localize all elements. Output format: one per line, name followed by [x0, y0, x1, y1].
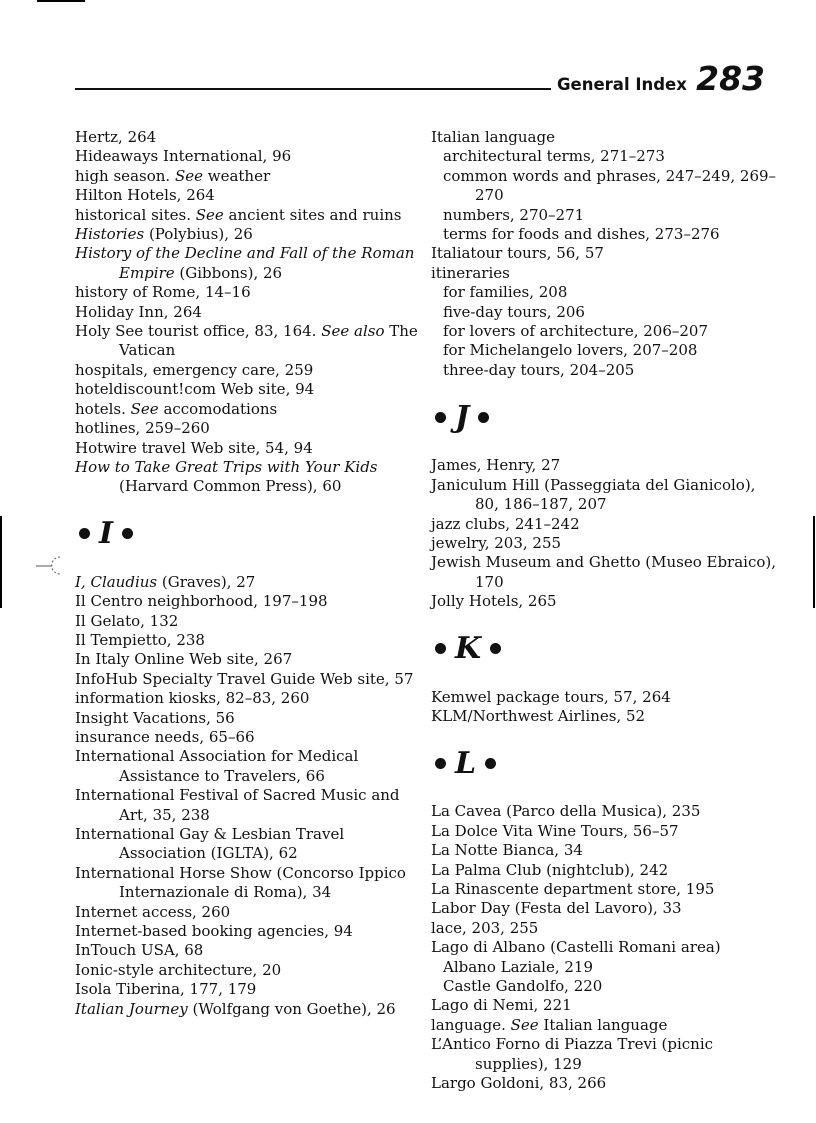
index-entry: Ionic-style architecture, 20 [75, 960, 282, 979]
index-subentry: for lovers of architecture, 206–207 [443, 322, 708, 341]
index-entry: How to Take Great Trips with Your Kids (Harvard Common Press), 60 [75, 457, 378, 496]
index-entry: lace, 203, 255 [431, 918, 539, 937]
index-entry: jewelry, 203, 255 [431, 533, 562, 552]
bullet-dot [435, 643, 446, 654]
index-entry: InTouch USA, 68 [75, 941, 204, 960]
top-crop-mark [37, 0, 85, 2]
index-entry: International Horse Show (Concorso Ippico Internazionale di Roma), 34 [75, 863, 406, 902]
index-entry: Insight Vacations, 56 [75, 708, 235, 727]
index-subentry: Castle Gandolfo, 220 [443, 977, 603, 995]
index-entry: hoteldiscount!com Web site, 94 [75, 380, 315, 399]
index-entry: Hotwire travel Web site, 54, 94 [75, 438, 313, 457]
bullet-dot [490, 643, 501, 654]
index-entry: Isola Tiberina, 177, 179 [75, 980, 257, 999]
index-entry: historical sites. See ancient sites and ruins [75, 205, 402, 224]
index-entry: Il Tempietto, 238 [75, 630, 205, 649]
index-subentry: numbers, 270–271 [443, 205, 585, 224]
index-entry: Italian language [431, 128, 555, 146]
index-entry: Italian Journey (Wolfgang von Goethe), 26 [75, 999, 396, 1018]
page-number: 283 [696, 59, 765, 98]
bullet-dot [435, 758, 446, 769]
index-entry: InfoHub Specialty Travel Guide Web site, 57 [75, 669, 414, 688]
right-column [431, 128, 781, 1093]
index-entry: Holiday Inn, 264 [75, 302, 202, 321]
section-heading-i [75, 511, 420, 557]
header-rule [75, 88, 551, 90]
index-entry: Internet access, 260 [75, 902, 231, 921]
index-entry: Il Gelato, 132 [75, 611, 179, 630]
italian-language-subentries [431, 147, 781, 244]
bullet-dot [122, 528, 133, 539]
index-entry: history of Rome, 14–16 [75, 283, 251, 302]
margin-registration-mark [36, 554, 74, 576]
section-letter: I [99, 516, 114, 552]
running-header [75, 59, 765, 100]
index-subentry: architectural terms, 271–273 [443, 147, 665, 166]
index-entry: Hertz, 264 [75, 128, 157, 146]
index-subentry: for Michelangelo lovers, 207–208 [443, 341, 698, 360]
index-entry: high season. See weather [75, 166, 271, 185]
index-entry: L’Antico Forno di Piazza Trevi (picnic supplies), 129 [431, 1035, 714, 1073]
index-entry: International Association for Medical Assistance to Travelers, 66 [75, 747, 359, 785]
index-subentry: common words and phrases, 247–249, 269–270 [443, 166, 777, 205]
index-entry: Kemwel package tours, 57, 264 [431, 687, 671, 706]
index-entry: jazz clubs, 241–242 [431, 514, 580, 533]
index-entry: La Rinascente department store, 195 [431, 879, 715, 898]
index-entries-j [431, 456, 781, 611]
index-entry: hotlines, 259–260 [75, 419, 210, 438]
index-entry: Largo Goldoni, 83, 266 [431, 1074, 607, 1093]
bullet-dot [478, 412, 489, 423]
index-entries-i [75, 573, 420, 1019]
index-entry: Italiatour tours, 56, 57 [431, 244, 604, 263]
index-subentry: for families, 208 [443, 283, 568, 302]
index-entry: Janiculum Hill (Passeggiata del Gianicolo), 80, 186–187, 207 [431, 475, 756, 514]
index-entry: Jolly Hotels, 265 [431, 592, 557, 611]
index-entries-h [75, 128, 420, 497]
index-entry: hotels. See accomodations [75, 399, 278, 418]
index-entry: hospitals, emergency care, 259 [75, 360, 314, 379]
index-entries-l-continued [431, 996, 781, 1093]
section-letter: J [455, 399, 470, 435]
bullet-dot [435, 412, 446, 423]
index-entries-k [431, 688, 781, 727]
index-entry: Il Centro neighborhood, 197–198 [75, 592, 328, 611]
left-trim-mark [0, 516, 2, 608]
index-entry: Lago di Albano (Castelli Romani area) [431, 938, 721, 957]
section-heading-l [431, 740, 781, 786]
index-entry: Labor Day (Festa del Lavoro), 33 [431, 899, 682, 918]
bullet-dot [79, 528, 90, 539]
index-entry: History of the Decline and Fall of the Roman Empire (Gibbons), 26 [75, 244, 415, 282]
index-entry: La Notte Bianca, 34 [431, 841, 583, 860]
index-entries-l [431, 802, 781, 938]
index-entry: Histories (Polybius), 26 [75, 225, 253, 244]
section-heading-j [431, 394, 781, 440]
index-entry: Internet-based booking agencies, 94 [75, 922, 353, 941]
index-entry: Lago di Nemi, 221 [431, 996, 572, 1015]
index-subentry: five-day tours, 206 [443, 302, 585, 321]
left-column [75, 128, 420, 1019]
index-entry: language. See Italian language [431, 1015, 668, 1034]
index-entry: In Italy Online Web site, 267 [75, 650, 293, 669]
index-entry: La Dolce Vita Wine Tours, 56–57 [431, 821, 679, 840]
right-trim-mark [813, 516, 815, 608]
bullet-dot [485, 758, 496, 769]
index-entry: KLM/Northwest Airlines, 52 [431, 706, 646, 725]
index-entry: itineraries [431, 263, 510, 282]
index-entry: James, Henry, 27 [431, 456, 561, 475]
itineraries-subentries [431, 283, 781, 380]
section-letter: K [455, 630, 482, 666]
index-entry: information kiosks, 82–83, 260 [75, 689, 310, 708]
index-entry: International Gay & Lesbian Travel Association (IGLTA), 62 [75, 825, 345, 863]
index-entry: Hideaways International, 96 [75, 147, 292, 166]
section-heading-k [431, 626, 781, 672]
index-entry: insurance needs, 65–66 [75, 727, 255, 746]
index-entry: Jewish Museum and Ghetto (Museo Ebraico), 170 [431, 553, 777, 591]
section-title: General Index [557, 75, 687, 94]
index-subentry: terms for foods and dishes, 273–276 [443, 225, 720, 244]
index-entry: La Palma Club (nightclub), 242 [431, 860, 669, 879]
index-entry: Hilton Hotels, 264 [75, 186, 215, 205]
index-entry: International Festival of Sacred Music and Art, 35, 238 [75, 786, 400, 824]
index-entry: I, Claudius (Graves), 27 [75, 572, 256, 591]
index-entry: La Cavea (Parco della Musica), 235 [431, 802, 701, 821]
index-entry: Holy See tourist office, 83, 164. See also The Vatican [75, 322, 418, 360]
lago-albano-subentries [431, 958, 781, 997]
section-letter: L [455, 745, 477, 781]
index-subentry: three-day tours, 204–205 [443, 360, 635, 379]
index-subentry: Albano Laziale, 219 [443, 957, 594, 976]
